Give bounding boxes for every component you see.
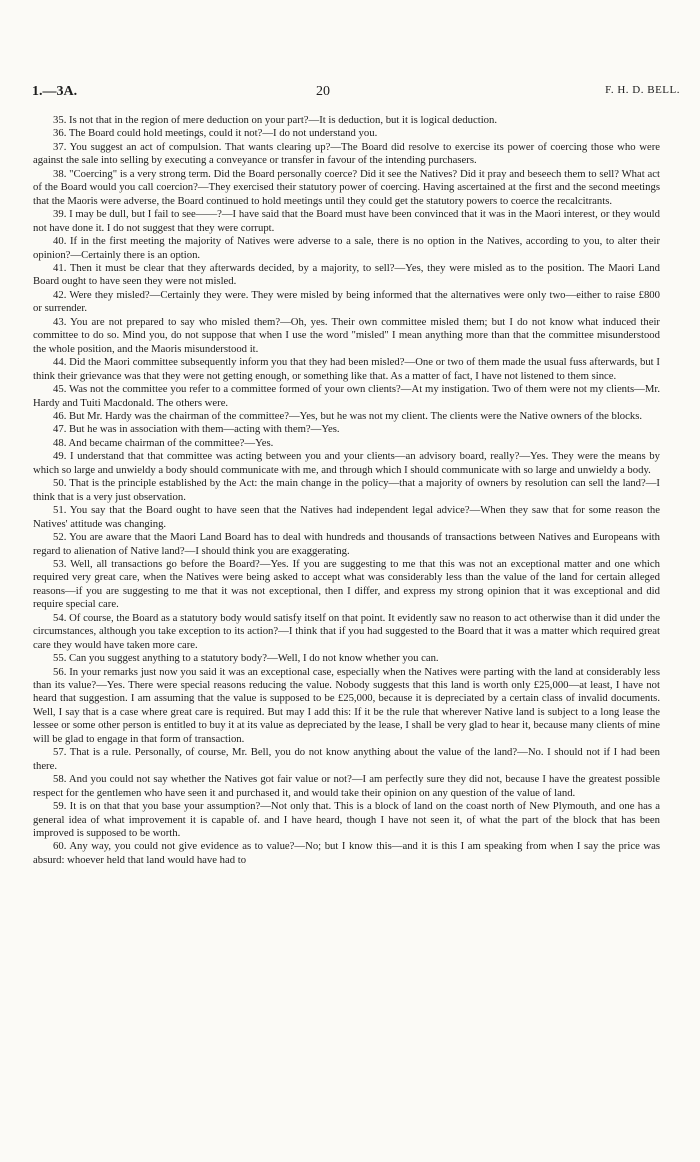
paragraph: 50. That is the principle established by the Act: the main change in the policy—that a majority of owners by resolution can sell the land?—I think that is a very just observation.: [33, 477, 660, 503]
paragraph: 44. Did the Maori committee subsequently inform you that they had been misled?—One or two of them made the usual fuss afterwards, but I think their grievance was that they were not getting enough, or something like that. As a matter of fact, I have not listened to them since.: [33, 356, 660, 382]
paragraph: 40. If in the first meeting the majority of Natives were adverse to a sale, there is no option in the Natives, according to you, to alter their opinion?—Certainly there is an option.: [33, 235, 660, 261]
paragraph: 56. In your remarks just now you said it was an exceptional case, especially when the Natives were parting with the land at considerably less than its value?—Yes. There were special reasons reducing the value. Nobody suggests that this land is worth only £25,000—at least, I have not heard that suggestion. I am assuming that the value is supposed to be £25,000, because it is depreciated by a certain class of invalid documents. Well, I say that is a case where great care is required. But may I add this: If it be the rule that wherever Native land is subject to a long lease the lessee or some other person is entitled to buy it at its value as depreciated by the lease, I shall be very glad to hear it, because many clients of mine will be glad to engage in that form of transaction.: [33, 665, 660, 745]
witness-name: F. H. D. BELL.: [605, 84, 680, 96]
paragraph: 53. Well, all transactions go before the Board?—Yes. If you are suggesting to me that this was not an exceptional matter and one which required very great care, when the Natives were being asked to accept what was considerably less than the value of the land for certain alleged reasons—if you are suggesting to me that it was not exceptional, then I differ, and express my strong opinion that it was exceptional and did require special care.: [33, 557, 660, 611]
paragraph: 35. Is not that in the region of mere deduction on your part?—It is deduction, but it is logical deduction.: [53, 114, 498, 126]
paragraph: 41. Then it must be clear that they afterwards decided, by a majority, to sell?—Yes, they were misled as to the position. The Maori Land Board ought to have seen they were not misled.: [33, 261, 660, 288]
paragraph: 43. You are not prepared to say who misled them?—Oh, yes. Their own committee misled them; but I do not know what induced their committee to do so. Mind you, do not suppose that when I use the word "misled" I mean anything more than that the committee misunderstood the whole position, and the Maoris misunderstood it.: [33, 315, 660, 355]
paragraph: 57. That is a rule. Personally, of course, Mr. Bell, you do not know anything about the value of the land?—No. I should not if I had been there.: [33, 746, 660, 772]
paragraph: 46. But Mr. Hardy was the chairman of the committee?—Yes, but he was not my client. The clients were the Native owners of the blocks.: [53, 409, 643, 422]
paragraph: 51. You say that the Board ought to have seen that the Natives had independent legal advice?—When they saw that for some reason the Natives' attitude was changing.: [33, 504, 660, 530]
paragraph: 52. You are aware that the Maori Land Board has to deal with hundreds and thousands of transactions between Natives and Europeans with regard to alienation of Native land?—I should think you are exaggerating.: [33, 531, 660, 557]
page-header: [32, 84, 680, 102]
paragraph: 60. Any way, you could not give evidence as to value?—No; but I know this—and it is this I am speaking from when I say the price was absurd: whoever held that land would have had to: [33, 840, 660, 866]
paragraph: 55. Can you suggest anything to a statutory body?—Well, I do not know whether you can.: [53, 652, 439, 665]
paragraph: 36. The Board could hold meetings, could it not?—I do not understand you.: [53, 127, 378, 140]
paragraph: 48. And became chairman of the committee?—Yes.: [53, 436, 274, 449]
paragraph: 42. Were they misled?—Certainly they were. They were misled by being informed that the alternatives were only two—either to raise £800 or surrender.: [33, 288, 660, 315]
paragraph: 39. I may be dull, but I fail to see——?—I have said that the Board must have been convinced that it was in the Maori interest, or they would not have done it. I do not suggest that they were corrupt.: [33, 208, 660, 234]
paragraph: 54. Of course, the Board as a statutory body would satisfy itself on that point. It evidently saw no reason to act otherwise than it did under the circumstances, although you take exception to its action?—I think that if you had suggested to the Board that it was a matter which required great care they would have taken more care.: [33, 611, 660, 651]
paragraph: 45. Was not the committee you refer to a committee formed of your own clients?—At my instigation. Two of them were not my clients—Mr. Hardy and Tuiti Macdonald. The others were.: [33, 383, 660, 409]
paragraph: 49. I understand that that committee was acting between you and your clients—an advisory board, really?—Yes. They were the means by which so large and unwieldy a body should communicate with me, and through which I should communicate with so large and unwieldy a body.: [33, 450, 660, 476]
paragraph: 47. But he was in association with them—acting with them?—Yes.: [53, 423, 340, 436]
paragraph: 37. You suggest an act of compulsion. That wants clearing up?—The Board did resolve to exercise its power of coercing those who were against the sale into selling by executing a conveyance or transfer in favour of the intending purchasers.: [33, 140, 660, 167]
page-body: [33, 114, 660, 867]
page-number: 20: [316, 84, 330, 99]
document-reference: 1.—3A.: [32, 84, 78, 99]
paragraph: 38. "Coercing" is a very strong term. Did the Board personally coerce? Did it see the Natives? Did it pray and beseech them to sell? What act of the Board would you call coercion?—They exercised their statutory power of coercing. Having ascertained at the first and the second meetings that the Maoris were adverse, the Board continued to hold meetings until they could get the statutory powers to coerce the recalcitrants.: [33, 167, 660, 207]
paragraph: 59. It is on that that you base your assumption?—Not only that. This is a block of land on the coast north of New Plymouth, and one has a general idea of what improvement it is capable of. and I have heard, though I have not seen it, of what the part of the block that has been improved is supposed to be worth.: [33, 800, 660, 840]
paragraph: 58. And you could not say whether the Natives got fair value or not?—I am perfectly sure they did not, because I have the greatest possible respect for the gentlemen who have seen it and purchased it, and would take their opinion on any question of the value of land.: [33, 773, 660, 799]
